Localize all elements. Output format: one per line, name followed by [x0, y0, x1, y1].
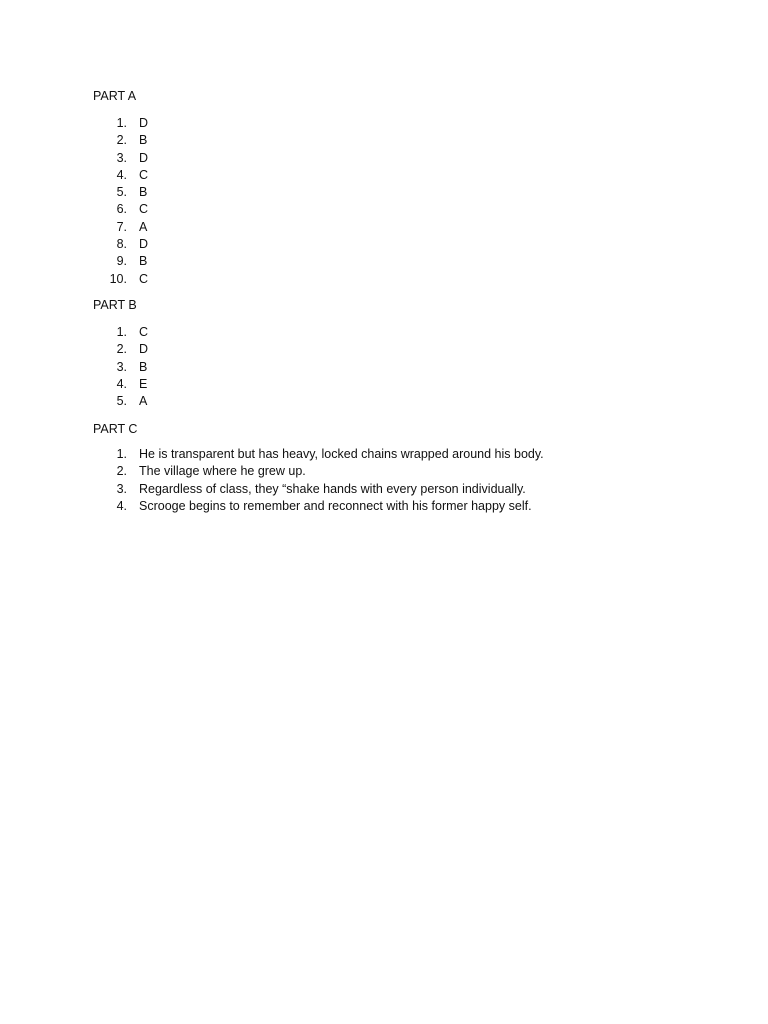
answer-text: B: [139, 185, 148, 200]
answer-text: D: [139, 237, 149, 252]
answer-text: B: [139, 254, 148, 269]
answer-number: 8.: [116, 237, 127, 252]
answer-number: 1.: [116, 325, 127, 339]
answer-number: 10.: [109, 271, 127, 286]
answer-number: 4.: [116, 376, 127, 391]
answer-number: 1.: [116, 116, 127, 130]
answer-number: 2.: [116, 133, 127, 148]
answer-text: C: [139, 167, 149, 182]
answer-number: 5.: [116, 394, 127, 409]
answer-text: D: [139, 116, 149, 130]
answer-number: 1.: [116, 447, 127, 461]
section-heading-part-b: PART B: [93, 298, 137, 312]
answer-number: 3.: [116, 359, 127, 374]
answer-number: 4.: [116, 167, 127, 182]
answer-text: The village where he grew up.: [139, 464, 306, 479]
answer-text: B: [139, 133, 148, 148]
answer-text: C: [139, 202, 149, 217]
answer-number: 2.: [116, 464, 127, 479]
answer-text: A: [139, 219, 148, 234]
answer-text: Scrooge begins to remember and reconnect with his former happy self.: [139, 498, 532, 513]
section-heading-part-a: PART A: [93, 89, 137, 103]
answer-number: 6.: [116, 202, 127, 217]
answer-text: D: [139, 150, 149, 165]
answer-text: B: [139, 359, 148, 374]
answer-text: He is transparent but has heavy, locked chains wrapped around his body.: [139, 447, 544, 461]
answer-number: 4.: [116, 498, 127, 513]
answer-text: D: [139, 342, 149, 357]
answer-text: E: [139, 376, 148, 391]
answer-number: 7.: [116, 219, 127, 234]
answer-text: C: [139, 271, 149, 286]
answer-text: A: [139, 394, 148, 409]
answer-number: 3.: [116, 481, 127, 496]
answer-number: 5.: [116, 185, 127, 200]
answer-number: 3.: [116, 150, 127, 165]
answer-text: Regardless of class, they “shake hands with every person individually.: [139, 481, 526, 496]
answer-number: 9.: [116, 254, 127, 269]
section-heading-part-c: PART C: [93, 422, 138, 436]
answer-number: 2.: [116, 342, 127, 357]
answer-text: C: [139, 325, 149, 339]
